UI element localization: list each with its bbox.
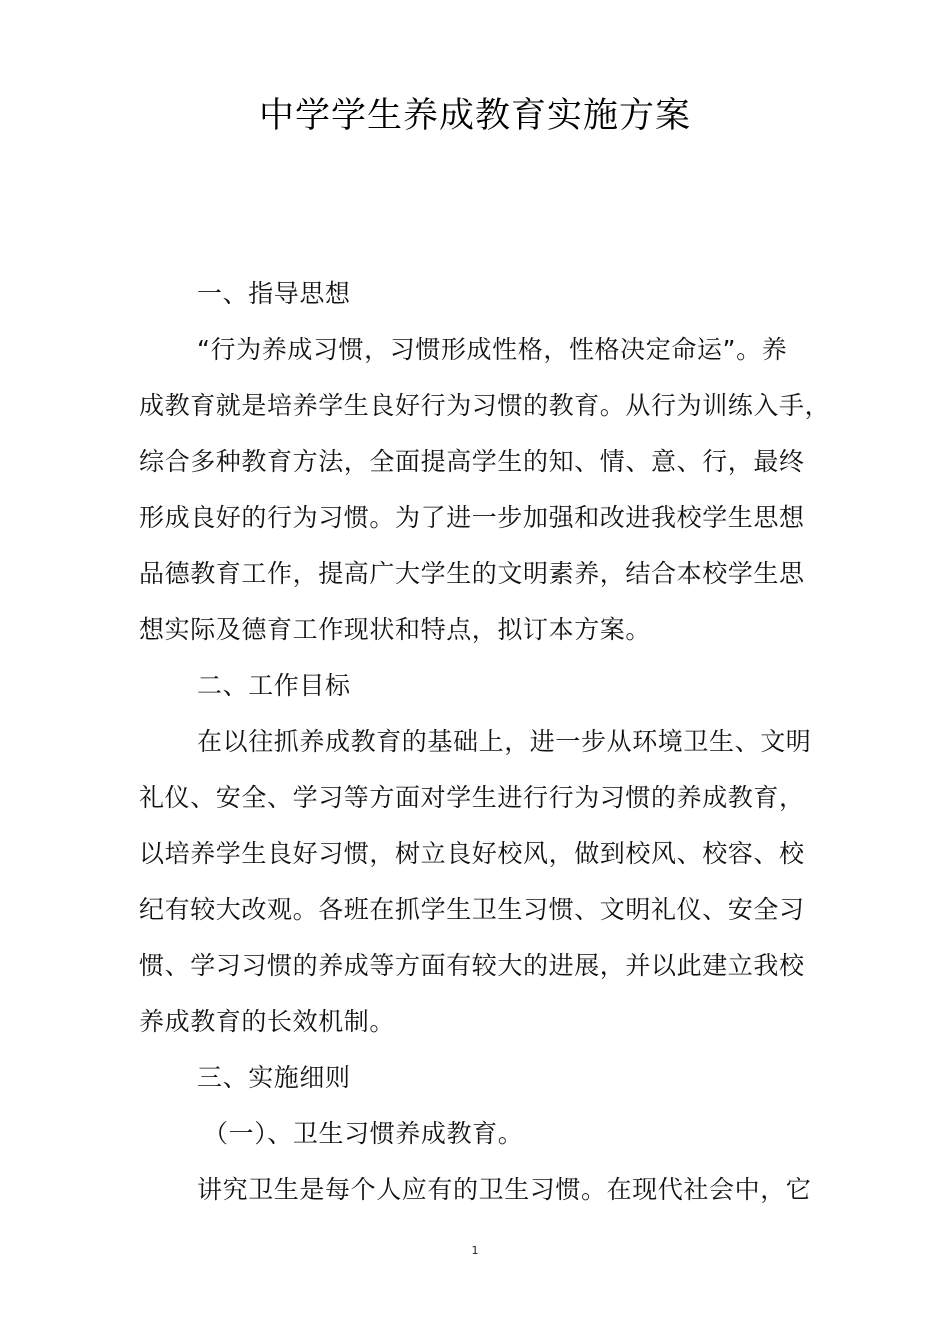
paragraph-line: 纪有较大改观。各班在抓学生卫生习惯、文明礼仪、安全习 xyxy=(139,895,805,924)
document-body xyxy=(139,266,829,1218)
paragraph-line: 以培养学生良好习惯，树立良好校风，做到校风、校容、校 xyxy=(139,839,805,868)
paragraph-line: “行为养成习惯，习惯形成性格，性格决定命运”。养 xyxy=(197,335,788,364)
paragraph-line: 养成教育的长效机制。 xyxy=(139,1007,396,1036)
paragraph-line: 讲究卫生是每个人应有的卫生习惯。在现代社会中，它 xyxy=(197,1175,812,1204)
document-title: 中学学生养成教育实施方案 xyxy=(258,96,691,136)
paragraph-line: 礼仪、安全、学习等方面对学生进行行为习惯的养成教育， xyxy=(139,783,805,812)
paragraph-line: 在以往抓养成教育的基础上，进一步从环境卫生、文明 xyxy=(197,727,812,756)
paragraph-line: 成教育就是培养学生良好行为习惯的教育。从行为训练入手， xyxy=(139,391,831,420)
page-number: 1 xyxy=(471,1244,479,1257)
paragraph-line: 综合多种教育方法，全面提高学生的知、情、意、行，最终 xyxy=(139,447,805,476)
paragraph-line: 惯、学习习惯的养成等方面有较大的进展，并以此建立我校 xyxy=(139,951,805,980)
paragraph-line: 想实际及德育工作现状和特点，拟订本方案。 xyxy=(139,615,652,644)
paragraph-line: 品德教育工作，提高广大学生的文明素养，结合本校学生思 xyxy=(139,559,805,588)
section-heading-implementation-rules: 三、实施细则 xyxy=(197,1063,351,1092)
paragraph-line: 形成良好的行为习惯。为了进一步加强和改进我校学生思想 xyxy=(139,503,805,532)
subsection-heading-hygiene-habits: （一）、卫生习惯养成教育。 xyxy=(203,1119,524,1148)
section-heading-work-goals: 二、工作目标 xyxy=(197,671,351,700)
section-heading-guiding-ideology: 一、指导思想 xyxy=(197,279,351,308)
